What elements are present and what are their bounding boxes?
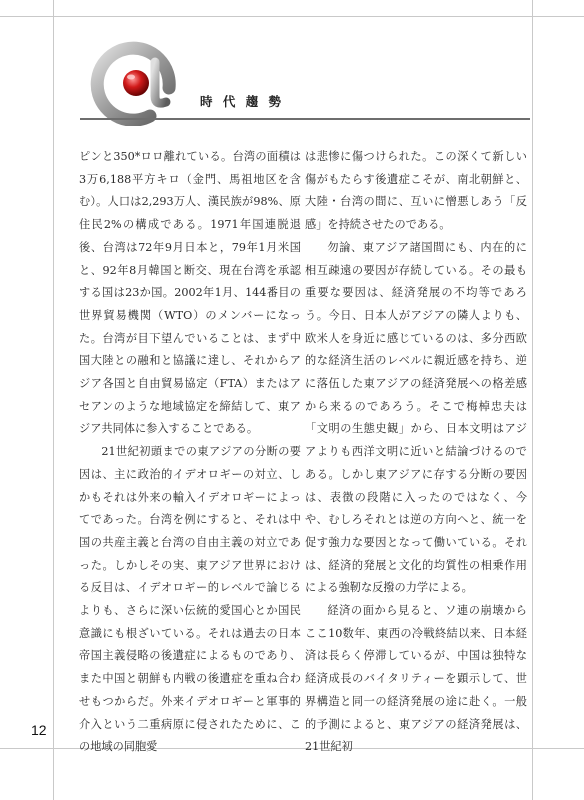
paragraph: 21世紀初頭までの東アジアの分断の要因は、主に政治的イデオロギーの対立、しかもそれは外来の輸入イデオロギーによってであった。台湾を例にすると、それは中国の共産主義と台湾の自由主義の対立であった。しかしその実、東アジア世界における反目は、イデオロギー的レベルで論じるよりも、さらに深い伝統的愛国心とか国民意識にも根ざいている。それは過去の日本帝国主義侵略の後遺症によるものであり、また中国と朝鮮も内戦の後遺症を重ね合わせもつからだ。外来イデオロギーと軍事的介入という二重病原に侵されたために、この地域の同胞愛: [79, 445, 301, 754]
paragraph: 経済の面から見ると、ソ連の崩壊からここ10数年、東西の冷戦終結以来、日本経済は長らく停滞しているが、中国は独特な経済成長のバイタリティーを顕示して、世界構造と同一の経済発展の途に赴く。一般的予測によると、東アジアの経済発展は、21世紀初: [305, 604, 527, 754]
page-number: 12: [31, 722, 47, 738]
section-title: 時 代 趨 勢: [200, 94, 285, 109]
margin-guide-left: [53, 0, 54, 800]
paragraph: ピンと350*ロロ離れている。台湾の面積は3万6,188平方キロ（金門、馬祖地区を含む）。人口は2,293万人、漢民族が98%、原住民2%の構成である。1971年国連脱退後、台湾は72年9月日本と，79年1月米国と、92年8月韓国と断交、現在台湾を承認する国は23か国。2002年1月、144番目の世界貿易機関（WTO）のメンバーになった。台湾が目下望んでいることは、まず中国大陸との融和と協議に達し、それからアジア各国と自由貿易協定（FTA）またはアセアンのような地域協定を締結して、東アジア共同体に参入することである。: [79, 150, 301, 436]
margin-guide-top: [0, 16, 584, 17]
paragraph: 勿論、東アジア諸国間にも、内在的に相互疎遠の要因が存続している。その最も重要な要因は、経済発展の不均等であろう。今日、日本人がアジアの隣人よりも、欧米人を身近に感じているのは、多分西欧的な経済生活のレベルに親近感を持ち、逆に落伍した東アジアの経済発展への格差感から来るのであろう。そこで梅棹忠夫は「文明の生態史観」から、日本文明はアジアよりも西洋文明に近いと結論づけるのである。しかし東アジアに存する分断の要因は、表徴の段階に入ったのではなく、今や、むしろそれとは逆の方向へと、統一を促す強力な要因となって働いている。それは、経済的発展と文化的均質性の相乗作用による強靭な反撥の力学による。: [305, 240, 527, 595]
right-text-column: [305, 146, 527, 759]
at-sign-logo: [84, 36, 184, 126]
paragraph: は悲惨に傷つけられた。この深くて新しい傷がもたらす後遺症こそが、南北朝鮮と、大陸・台湾の間に、互いに憎悪しあう「反感」を持続させたのである。: [305, 150, 527, 232]
left-text-column: [79, 146, 301, 759]
header-rule: [80, 118, 530, 120]
margin-guide-right: [532, 0, 533, 800]
